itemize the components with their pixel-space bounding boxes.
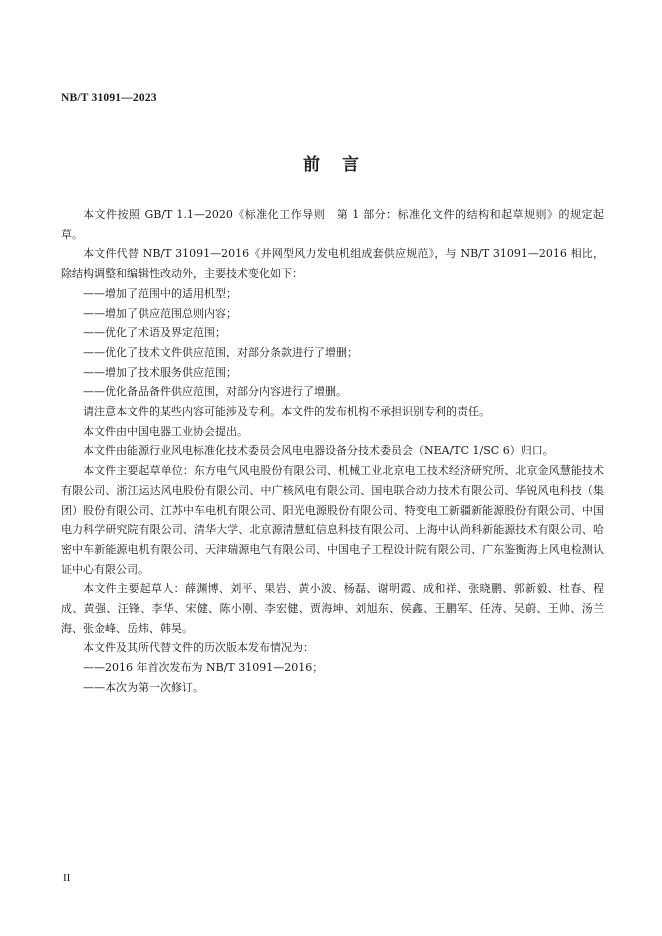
standard-number: NB/T 31091—2023 xyxy=(61,92,157,104)
list-item: ——优化了技术文件供应范围，对部分条款进行了增删； xyxy=(83,345,358,359)
paragraph-history-intro: 本文件及其所代替文件的历次版本发布情况为： xyxy=(83,641,314,655)
list-item: ——本次为第一次修订。 xyxy=(83,680,204,694)
foreword-body xyxy=(61,205,604,698)
list-item: ——优化备品备件供应范围，对部分内容进行了增删。 xyxy=(83,385,347,399)
paragraph-committee: 本文件由能源行业风电标准化技术委员会风电电器设备分技术委员会（NEA/TC 1/SC 6）归口。 xyxy=(83,444,554,458)
paragraph-drafting-rules: 本文件按照 GB/T 1.1—2020《标准化工作导则 第 1 部分：标准化文件的结构和起草规则》的规定起草。 xyxy=(61,208,604,241)
list-item: ——2016 年首次发布为 NB/T 31091—2016； xyxy=(83,661,324,675)
page-number: II xyxy=(63,872,71,884)
paragraph-drafting-units: 本文件主要起草单位：东方电气风电股份有限公司、机械工业北京电工技术经济研究所、北京金风慧能技术有限公司、浙江运达风电股份有限公司、中广核风电有限公司、国电联合动力技术有限公司、华锐风电科技（集团）股份有限公司、江苏中车电机有限公司、阳光电源股份有限公司、特变电工新疆新能源股份有限公司、中国电力科学研究院有限公司、清华大学、北京源清慧虹信息科技有限公司、上海中认尚科新能源技术有限公司、哈密中车新能源电机有限公司、天津瑞源电气有限公司、中国电子工程设计院有限公司、广东鉴衡海上风电检测认证中心有限公司。 xyxy=(61,464,604,576)
paragraph-replacement: 本文件代替 NB/T 31091—2016《并网型风力发电机组成套供应规范》，与 NB/T 31091—2016 相比，除结构调整和编辑性改动外，主要技术变化如下： xyxy=(61,247,604,281)
paragraph-patent-notice: 请注意本文件的某些内容可能涉及专利。本文件的发布机构不承担识别专利的责任。 xyxy=(83,405,490,419)
paragraph-drafters: 本文件主要起草人：薛渊博、刘平、果岩、黄小波、杨磊、谢明霞、成和祥、张晓鹏、郭新毅、杜春、程成、黄强、汪锋、李华、宋健、陈小刚、李宏健、贾海坤、刘旭东、侯鑫、王鹏军、任涛、吴蔚、王帅、汤兰海、张金峰、岳炜、韩昊。 xyxy=(61,582,604,635)
paragraph-proposer: 本文件由中国电器工业协会提出。 xyxy=(83,424,248,438)
history-list xyxy=(61,658,604,697)
list-item: ——优化了术语及界定范围； xyxy=(83,326,226,340)
changes-list xyxy=(61,284,604,402)
page-title: 前言 xyxy=(303,155,381,175)
list-item: ——增加了技术服务供应范围； xyxy=(83,365,237,379)
list-item: ——增加了供应范围总则内容； xyxy=(83,306,237,320)
list-item: ——增加了范围中的适用机型； xyxy=(83,286,237,300)
